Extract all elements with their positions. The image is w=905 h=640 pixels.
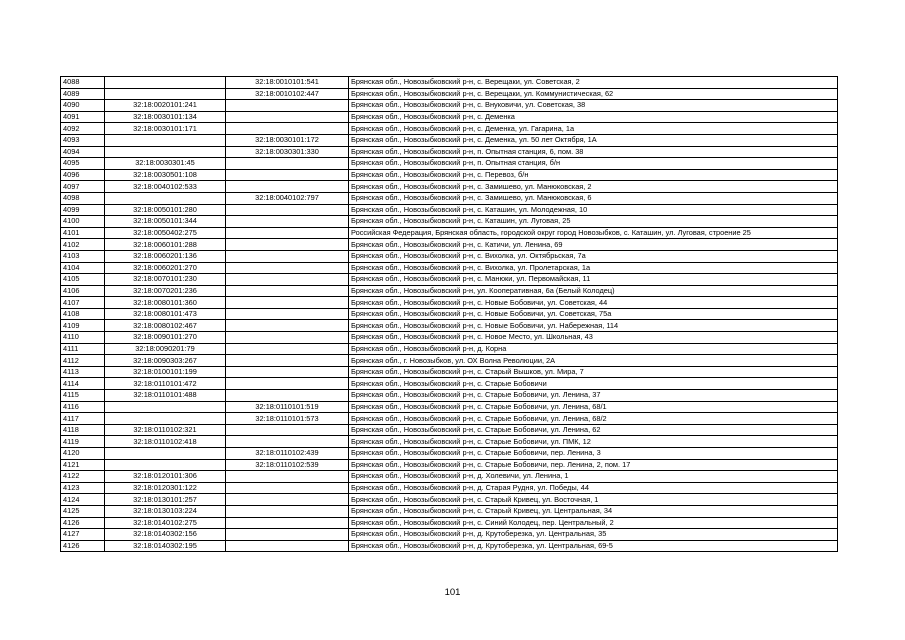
cadastral-number-cell xyxy=(105,192,226,204)
row-number-cell: 4123 xyxy=(61,482,105,494)
cadastral-number-cell: 32:18:0110101:472 xyxy=(105,378,226,390)
cadastral-number-cell: 32:18:0070201:236 xyxy=(105,285,226,297)
cadastral-number-alt-cell: 32:18:0110102:539 xyxy=(226,459,349,471)
cadastral-number-cell: 32:18:0100101:199 xyxy=(105,366,226,378)
cadastral-number-alt-cell xyxy=(226,505,349,517)
address-cell: Брянская обл., Новозыбковский р-н, с. Старый Кривец, ул. Восточная, 1 xyxy=(349,494,838,506)
row-number-cell: 4104 xyxy=(61,262,105,274)
address-cell: Брянская обл., Новозыбковский р-н, с. Новые Бобовичи, ул. Советская, 75а xyxy=(349,308,838,320)
cadastral-number-alt-cell xyxy=(226,204,349,216)
cadastral-number-alt-cell xyxy=(226,169,349,181)
address-cell: Брянская обл., Новозыбковский р-н, с. Катичи, ул. Ленина, 69 xyxy=(349,239,838,251)
cadastral-number-cell: 32:18:0110102:321 xyxy=(105,424,226,436)
table-row xyxy=(61,413,838,425)
row-number-cell: 4096 xyxy=(61,169,105,181)
table-row xyxy=(61,517,838,529)
cadastral-number-alt-cell xyxy=(226,308,349,320)
cadastral-number-cell: 32:18:0020101:241 xyxy=(105,100,226,112)
row-number-cell: 4103 xyxy=(61,250,105,262)
row-number-cell: 4114 xyxy=(61,378,105,390)
row-number-cell: 4126 xyxy=(61,517,105,529)
row-number-cell: 4115 xyxy=(61,390,105,402)
cadastral-number-alt-cell xyxy=(226,366,349,378)
address-cell: Брянская обл., Новозыбковский р-н, с. Перевоз, б/н xyxy=(349,169,838,181)
row-number-cell: 4110 xyxy=(61,332,105,344)
table-row xyxy=(61,482,838,494)
address-cell: Брянская обл., Новозыбковский р-н, с. Новые Бобовичи, ул. Набережная, 114 xyxy=(349,320,838,332)
row-number-cell: 4100 xyxy=(61,216,105,228)
cadastral-number-alt-cell xyxy=(226,355,349,367)
table-row xyxy=(61,274,838,286)
cadastral-number-alt-cell xyxy=(226,100,349,112)
row-number-cell: 4094 xyxy=(61,146,105,158)
table-row xyxy=(61,355,838,367)
address-cell: Брянская обл., Новозыбковский р-н, с. Старые Бобовичи, ул. Ленина, 37 xyxy=(349,390,838,402)
cadastral-number-alt-cell xyxy=(226,378,349,390)
page-number: 101 xyxy=(444,587,461,598)
cadastral-number-alt-cell xyxy=(226,436,349,448)
cadastral-number-alt-cell xyxy=(226,517,349,529)
table-row xyxy=(61,227,838,239)
property-table-body xyxy=(61,77,838,552)
row-number-cell: 4097 xyxy=(61,181,105,193)
table-row xyxy=(61,308,838,320)
cadastral-number-cell: 32:18:0120301:122 xyxy=(105,482,226,494)
row-number-cell: 4089 xyxy=(61,88,105,100)
cadastral-number-alt-cell xyxy=(226,424,349,436)
table-row xyxy=(61,88,838,100)
row-number-cell: 4098 xyxy=(61,192,105,204)
row-number-cell: 4099 xyxy=(61,204,105,216)
cadastral-number-cell xyxy=(105,459,226,471)
cadastral-number-cell: 32:18:0080101:360 xyxy=(105,297,226,309)
cadastral-number-alt-cell: 32:18:0040102:797 xyxy=(226,192,349,204)
address-cell: Брянская обл., Новозыбковский р-н, п. Опытная станция, 6, пом. 38 xyxy=(349,146,838,158)
table-row xyxy=(61,459,838,471)
cadastral-number-cell: 32:18:0030101:171 xyxy=(105,123,226,135)
row-number-cell: 4092 xyxy=(61,123,105,135)
cadastral-number-cell: 32:18:0060201:136 xyxy=(105,250,226,262)
row-number-cell: 4125 xyxy=(61,505,105,517)
cadastral-number-cell xyxy=(105,401,226,413)
cadastral-number-alt-cell xyxy=(226,158,349,170)
cadastral-number-alt-cell xyxy=(226,111,349,123)
address-cell: Брянская обл., Новозыбковский р-н, д. Старая Рудня, ул. Победы, 44 xyxy=(349,482,838,494)
cadastral-number-cell: 32:18:0090101:270 xyxy=(105,332,226,344)
property-table xyxy=(60,76,838,552)
cadastral-number-alt-cell xyxy=(226,471,349,483)
row-number-cell: 4127 xyxy=(61,529,105,541)
cadastral-number-alt-cell xyxy=(226,494,349,506)
table-row xyxy=(61,134,838,146)
cadastral-number-alt-cell xyxy=(226,181,349,193)
table-row xyxy=(61,297,838,309)
address-cell: Брянская обл., г. Новозыбков, ул. ОХ Волна Революции, 2А xyxy=(349,355,838,367)
table-row xyxy=(61,390,838,402)
cadastral-number-alt-cell xyxy=(226,227,349,239)
address-cell: Брянская обл., Новозыбковский р-н, с. Верещаки, ул. Советская, 2 xyxy=(349,77,838,89)
address-cell: Брянская обл., Новозыбковский р-н, д. Холевичи, ул. Ленина, 1 xyxy=(349,471,838,483)
cadastral-number-cell: 32:18:0110102:418 xyxy=(105,436,226,448)
cadastral-number-cell: 32:18:0090201:79 xyxy=(105,343,226,355)
address-cell: Брянская обл., Новозыбковский р-н, с. Верещаки, ул. Коммунистическая, 62 xyxy=(349,88,838,100)
row-number-cell: 4090 xyxy=(61,100,105,112)
cadastral-number-alt-cell xyxy=(226,343,349,355)
cadastral-number-cell: 32:18:0140302:156 xyxy=(105,529,226,541)
row-number-cell: 4112 xyxy=(61,355,105,367)
address-cell: Брянская обл., Новозыбковский р-н, с. Замишево, ул. Манюковская, 2 xyxy=(349,181,838,193)
address-cell: Брянская обл., Новозыбковский р-н, с. Внуковичи, ул. Советская, 38 xyxy=(349,100,838,112)
row-number-cell: 4095 xyxy=(61,158,105,170)
cadastral-number-cell: 32:18:0080101:473 xyxy=(105,308,226,320)
address-cell: Брянская обл., Новозыбковский р-н, с. Деменка, ул. 50 лет Октября, 1А xyxy=(349,134,838,146)
cadastral-number-cell: 32:18:0040102:533 xyxy=(105,181,226,193)
table-row xyxy=(61,204,838,216)
row-number-cell: 4102 xyxy=(61,239,105,251)
table-row xyxy=(61,401,838,413)
address-cell: Брянская обл., Новозыбковский р-н, с. Деменка, ул. Гагарина, 1а xyxy=(349,123,838,135)
row-number-cell: 4093 xyxy=(61,134,105,146)
row-number-cell: 4101 xyxy=(61,227,105,239)
cadastral-number-cell: 32:18:0130101:257 xyxy=(105,494,226,506)
table-row xyxy=(61,216,838,228)
table-row xyxy=(61,424,838,436)
cadastral-number-alt-cell: 32:18:0010101:541 xyxy=(226,77,349,89)
address-cell: Брянская обл., Новозыбковский р-н, с. Старые Бобовичи xyxy=(349,378,838,390)
table-row xyxy=(61,169,838,181)
table-row xyxy=(61,262,838,274)
address-cell: Российская Федерация, Брянская область, городской округ город Новозыбков, с. Каташин, ул. Луговая, строение 25 xyxy=(349,227,838,239)
cadastral-number-cell xyxy=(105,88,226,100)
table-row xyxy=(61,332,838,344)
table-row xyxy=(61,436,838,448)
table-row xyxy=(61,285,838,297)
cadastral-number-cell xyxy=(105,146,226,158)
address-cell: Брянская обл., Новозыбковский р-н, д. Корна xyxy=(349,343,838,355)
table-row xyxy=(61,158,838,170)
address-cell: Брянская обл., Новозыбковский р-н, с. Деменка xyxy=(349,111,838,123)
cadastral-number-cell: 32:18:0140302:195 xyxy=(105,540,226,552)
address-cell: Брянская обл., Новозыбковский р-н, с. Старые Бобовичи, пер. Ленина, 3 xyxy=(349,448,838,460)
cadastral-number-alt-cell xyxy=(226,529,349,541)
cadastral-number-alt-cell xyxy=(226,482,349,494)
table-row xyxy=(61,448,838,460)
row-number-cell: 4116 xyxy=(61,401,105,413)
cadastral-number-alt-cell xyxy=(226,123,349,135)
address-cell: Брянская обл., Новозыбковский р-н, ул. Кооперативная, 6а (Белый Колодец) xyxy=(349,285,838,297)
row-number-cell: 4111 xyxy=(61,343,105,355)
cadastral-number-cell: 32:18:0050101:280 xyxy=(105,204,226,216)
row-number-cell: 4088 xyxy=(61,77,105,89)
address-cell: Брянская обл., Новозыбковский р-н, с. Старые Бобовичи, ул. Ленина, 68/1 xyxy=(349,401,838,413)
row-number-cell: 4120 xyxy=(61,448,105,460)
row-number-cell: 4118 xyxy=(61,424,105,436)
cadastral-number-cell: 32:18:0130103:224 xyxy=(105,505,226,517)
table-row xyxy=(61,505,838,517)
table-row xyxy=(61,100,838,112)
cadastral-number-cell: 32:18:0110101:488 xyxy=(105,390,226,402)
address-cell: Брянская обл., Новозыбковский р-н, с. Каташин, ул. Луговая, 25 xyxy=(349,216,838,228)
cadastral-number-alt-cell xyxy=(226,274,349,286)
table-row xyxy=(61,494,838,506)
table-row xyxy=(61,77,838,89)
row-number-cell: 4108 xyxy=(61,308,105,320)
address-cell: Брянская обл., Новозыбковский р-н, с. Вихолка, ул. Октябрьская, 7а xyxy=(349,250,838,262)
row-number-cell: 4106 xyxy=(61,285,105,297)
row-number-cell: 4126 xyxy=(61,540,105,552)
cadastral-number-cell: 32:18:0060201:270 xyxy=(105,262,226,274)
cadastral-number-alt-cell xyxy=(226,332,349,344)
table-row xyxy=(61,146,838,158)
cadastral-number-alt-cell: 32:18:0010102:447 xyxy=(226,88,349,100)
address-cell: Брянская обл., Новозыбковский р-н, с. Манюки, ул. Первомайская, 11 xyxy=(349,274,838,286)
table-row xyxy=(61,250,838,262)
address-cell: Брянская обл., Новозыбковский р-н, с. Каташин, ул. Молодежная, 10 xyxy=(349,204,838,216)
cadastral-number-cell: 32:18:0030301:45 xyxy=(105,158,226,170)
address-cell: Брянская обл., Новозыбковский р-н, с. Старые Бобовичи, ул. Ленина, 62 xyxy=(349,424,838,436)
address-cell: Брянская обл., Новозыбковский р-н, с. Синий Колодец, пер. Центральный, 2 xyxy=(349,517,838,529)
table-row xyxy=(61,111,838,123)
address-cell: Брянская обл., Новозыбковский р-н, с. Старые Бобовичи, ул. ПМК, 12 xyxy=(349,436,838,448)
address-cell: Брянская обл., Новозыбковский р-н, п. Опытная станция, б/н xyxy=(349,158,838,170)
cadastral-number-cell xyxy=(105,134,226,146)
row-number-cell: 4113 xyxy=(61,366,105,378)
cadastral-number-cell: 32:18:0120101:306 xyxy=(105,471,226,483)
cadastral-number-alt-cell xyxy=(226,297,349,309)
cadastral-number-alt-cell xyxy=(226,390,349,402)
cadastral-number-alt-cell xyxy=(226,216,349,228)
table-row xyxy=(61,239,838,251)
cadastral-number-alt-cell xyxy=(226,285,349,297)
table-row xyxy=(61,471,838,483)
cadastral-number-alt-cell: 32:18:0030101:172 xyxy=(226,134,349,146)
cadastral-number-alt-cell xyxy=(226,250,349,262)
cadastral-number-cell: 32:18:0050101:344 xyxy=(105,216,226,228)
address-cell: Брянская обл., Новозыбковский р-н, д. Крутоберезка, ул. Центральная, 35 xyxy=(349,529,838,541)
cadastral-number-alt-cell xyxy=(226,239,349,251)
cadastral-number-cell xyxy=(105,448,226,460)
cadastral-number-alt-cell: 32:18:0110101:573 xyxy=(226,413,349,425)
cadastral-number-alt-cell xyxy=(226,262,349,274)
row-number-cell: 4117 xyxy=(61,413,105,425)
address-cell: Брянская обл., Новозыбковский р-н, с. Новые Бобовичи, ул. Советская, 44 xyxy=(349,297,838,309)
row-number-cell: 4119 xyxy=(61,436,105,448)
address-cell: Брянская обл., Новозыбковский р-н, с. Старые Бобовичи, ул. Ленина, 68/2 xyxy=(349,413,838,425)
cadastral-number-cell: 32:18:0060101:288 xyxy=(105,239,226,251)
table-row xyxy=(61,378,838,390)
cadastral-number-cell: 32:18:0080102:467 xyxy=(105,320,226,332)
address-cell: Брянская обл., Новозыбковский р-н, с. Старый Кривец, ул. Центральная, 34 xyxy=(349,505,838,517)
table-row xyxy=(61,540,838,552)
table-row xyxy=(61,320,838,332)
cadastral-number-cell xyxy=(105,77,226,89)
table-row xyxy=(61,529,838,541)
row-number-cell: 4109 xyxy=(61,320,105,332)
cadastral-number-alt-cell: 32:18:0110101:519 xyxy=(226,401,349,413)
row-number-cell: 4091 xyxy=(61,111,105,123)
cadastral-number-alt-cell: 32:18:0110102:439 xyxy=(226,448,349,460)
cadastral-number-cell: 32:18:0030101:134 xyxy=(105,111,226,123)
table-row xyxy=(61,123,838,135)
address-cell: Брянская обл., Новозыбковский р-н, с. Старые Бобовичи, пер. Ленина, 2, пом. 17 xyxy=(349,459,838,471)
cadastral-number-cell: 32:18:0070101:230 xyxy=(105,274,226,286)
row-number-cell: 4122 xyxy=(61,471,105,483)
cadastral-number-cell: 32:18:0050402:275 xyxy=(105,227,226,239)
cadastral-number-cell: 32:18:0030501:108 xyxy=(105,169,226,181)
cadastral-number-alt-cell xyxy=(226,540,349,552)
table-row xyxy=(61,366,838,378)
address-cell: Брянская обл., Новозыбковский р-н, д. Крутоберезка, ул. Центральная, 69-5 xyxy=(349,540,838,552)
row-number-cell: 4107 xyxy=(61,297,105,309)
cadastral-number-cell: 32:18:0090303:267 xyxy=(105,355,226,367)
row-number-cell: 4121 xyxy=(61,459,105,471)
address-cell: Брянская обл., Новозыбковский р-н, с. Замишево, ул. Манюковская, 6 xyxy=(349,192,838,204)
cadastral-number-alt-cell xyxy=(226,320,349,332)
address-cell: Брянская обл., Новозыбковский р-н, с. Новое Место, ул. Школьная, 43 xyxy=(349,332,838,344)
table-row xyxy=(61,192,838,204)
cadastral-number-cell xyxy=(105,413,226,425)
row-number-cell: 4105 xyxy=(61,274,105,286)
cadastral-number-alt-cell: 32:18:0030301:330 xyxy=(226,146,349,158)
row-number-cell: 4124 xyxy=(61,494,105,506)
table-row xyxy=(61,181,838,193)
address-cell: Брянская обл., Новозыбковский р-н, с. Вихолка, ул. Пролетарская, 1а xyxy=(349,262,838,274)
cadastral-number-cell: 32:18:0140102:275 xyxy=(105,517,226,529)
table-row xyxy=(61,343,838,355)
address-cell: Брянская обл., Новозыбковский р-н, с. Старый Вышков, ул. Мира, 7 xyxy=(349,366,838,378)
